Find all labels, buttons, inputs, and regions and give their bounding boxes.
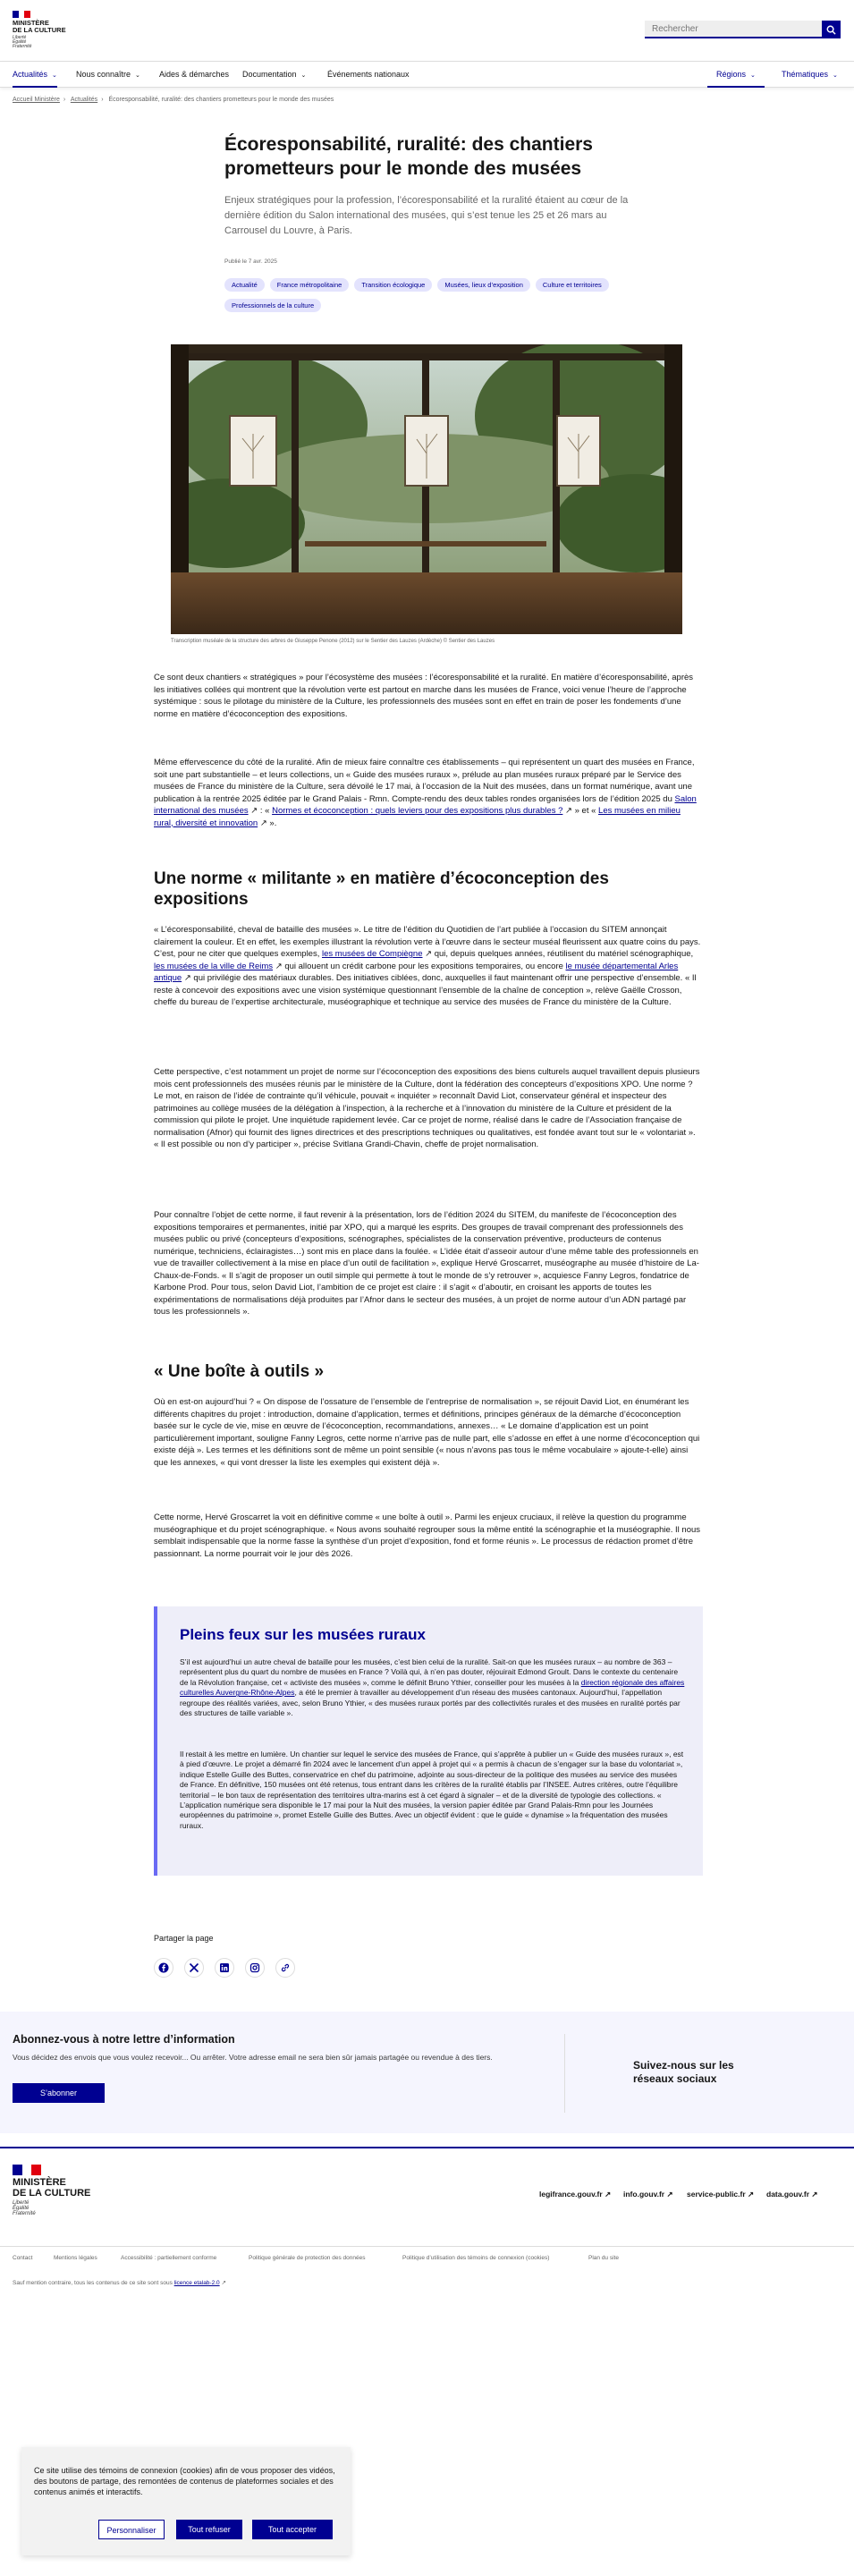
license-text: Sauf mention contraire, tous les contenus de ce site sont sous (13, 2280, 173, 2286)
article-image (171, 344, 682, 634)
nav-item-regions[interactable] (707, 62, 765, 88)
newsletter-title: Abonnez-vous à notre lettre d’information (13, 2033, 235, 2046)
site-footer (0, 2147, 854, 2246)
footer-bottom-link[interactable]: Politique générale de protection des données (249, 2255, 366, 2261)
article-paragraph (154, 757, 701, 829)
publication-date: Publié le 7 avr. 2025 (224, 258, 277, 265)
motto-line: Fraternité (13, 44, 32, 49)
footer-bottom-link[interactable]: Mentions légales (54, 2255, 97, 2261)
tag[interactable]: Actualité (224, 278, 265, 292)
callout-title: Pleins feux sur les musées ruraux (180, 1626, 426, 1643)
nav-label: Actualités (13, 70, 48, 79)
paragraph-text: qui, depuis quelques années, réutilisent du matériel scénographique, (434, 949, 694, 959)
external-link-icon: ↗ (259, 818, 267, 828)
article-lead: Enjeux stratégiques pour la profession, l’écoresponsabilité et la ruralité étaient au cœur de la dernière édition du Salon international des musées, qui s’est tenue les 25 et 26 mars au Carrousel du Louvre, à Paris. (224, 195, 629, 236)
republic-flag-icon (13, 2165, 41, 2175)
nav-label: Documentation (242, 70, 297, 79)
nav-label: Régions (716, 70, 747, 79)
nav-item-thematiques[interactable] (773, 62, 847, 88)
footer-link-service-public[interactable] (687, 2190, 754, 2199)
gallery-photo (171, 344, 682, 634)
external-link-icon: ↗ (275, 961, 283, 971)
external-link-icon: ↗ (811, 2190, 818, 2199)
divider (564, 2034, 565, 2113)
callout-paragraph (180, 1657, 686, 1718)
breadcrumb-link[interactable]: Accueil Ministère (13, 97, 60, 103)
cookie-text: Ce site utilise des témoins de connexion (cookies) afin de vous proposer des vidéos, des boutons de partage, des remontées de contenus de plateformes sociales et des contenus animés et interactifs. (34, 2466, 335, 2496)
instagram-icon (249, 1962, 260, 1973)
ministry-logo[interactable] (13, 20, 75, 34)
paragraph-text: Même effervescence du côté de la ruralité. Afin de mieux faire connaître ces établissements – qui représentent un quart des musées en France, soit une part substantielle – et leurs collections, un « Guide des musées ruraux », prélude au plan musées ruraux préparé par le Service des musées de France du ministère de la Culture, sera dévoilé le 17 mai, à l’occasion de la Nuit des musées, dans un format numérique, avant une publication à la rentrée 2025 éditée par le Grand Palais - Rmn. Compte-rendu des deux tables rondes organisées lors de l’édition 2025 du (154, 758, 695, 804)
logo-line-1: MINISTÈRE (13, 2177, 66, 2188)
callout-paragraph: Il restait à les mettre en lumière. Un chantier sur lequel le service des musées de France, qui s’apprête à publier un « Guide des musées ruraux », est à pied d’œuvre. Le projet a démarré fin 2024 avec le lancement d’un appel à projet qui « a permis à chacun de s’engager sur la base du volontariat », indique Estelle Guille des Buttes, conservatrice en chef du patrimoine, adjointe au sous-directeur de la politique des musées au service des musées de France. En définitive, 150 musées ont été retenus, tous entrant dans les critères de la ruralité établis par l’INSEE. Autres critères, outre l’équilibre territorial – le bon taux de représentation des territoires ultra-marins est à cet égard à signaler – et de la diversité de typologie des collections. « L’application numérique sera disponible le 17 mai pour la Nuit des musées, la version papier éditée par Grand Palais-Rmn pour les Journées européennes du patrimoine », promet Estelle Guille des Buttes. Avec un objectif évident : que le guide « dynamise » la fréquentation des musées ruraux. (180, 1750, 684, 1830)
linkedin-icon (219, 1962, 230, 1973)
nav-label: Nous connaître (76, 70, 131, 79)
x-twitter-icon (189, 1962, 199, 1973)
article-paragraph: Ce sont deux chantiers « stratégiques » pour l’écosystème des musées : l’écoresponsabilité et la ruralité. En matière d’écoresponsabilité, après les initiatives collées qui montrent que la révolution verte est partout en marche dans les musées de France, voici venue l’heure de l’approche systémique : sous le pilotage du ministère de la Culture, les professionnels des musées sont en effet en train de poser les fondements d’une norme en matière d’écoconception des expositions. (154, 673, 694, 719)
section-heading: Une norme « militante » en matière d’écoconception des expositions (154, 869, 609, 909)
chevron-down-icon: ⌄ (833, 72, 838, 79)
copy-link-button[interactable] (275, 1958, 295, 1978)
logo-line-2: DE LA CULTURE (13, 2188, 91, 2199)
footer-link-data-gouv[interactable] (766, 2190, 818, 2199)
external-link-icon: ↗ (250, 806, 258, 816)
paragraph-text: qui privilégie des matériaux durables. Des initiatives ciblées, donc, auxquelles il faut maintenant offrir une perspective d’ensemble. « Il reste à concevoir des expositions avec une vision systémique questionnant l’ensemble de la chaîne de conception », relève Gaëlle Crosson, cheffe du bureau de l’expertise architecturale, muséographique et technique au service des musées de France du ministère de la Culture. (154, 973, 697, 1007)
motto-line: Fraternité (13, 2211, 36, 2216)
accept-cookies-button[interactable]: Tout accepter (252, 2520, 333, 2539)
share-instagram-button[interactable] (245, 1958, 265, 1978)
customize-cookies-button[interactable]: Personnaliser (98, 2520, 165, 2539)
tag[interactable]: Transition écologique (354, 278, 432, 292)
chevron-down-icon: ⌄ (135, 72, 140, 79)
callout-box (154, 1606, 703, 1876)
drac-link[interactable]: direction régionale des affaires culturelles Auvergne-Rhône-Alpes (180, 1677, 685, 1698)
compiegne-link[interactable]: les musées de Compiègne (322, 949, 423, 959)
nav-item-aides-demarches[interactable] (159, 62, 229, 88)
breadcrumb (13, 97, 337, 103)
callout-accent-bar (154, 1606, 157, 1876)
paragraph-text: « L’écoresponsabilité, cheval de bataille des musées ». Le titre de l’édition du Quotidien de l’art publiée à l’occasion du SITEM annonçait clairement la couleur. Et en effet, les exemples illustrant la révolution verte à l’œuvre dans le secteur muséal fleurissent aux quatre coins du pays. C’est, pour ne citer que quelques exemples, (154, 925, 701, 959)
nav-item-documentation[interactable] (242, 62, 306, 88)
republic-motto (13, 2200, 36, 2216)
external-link-icon: ↗ (425, 949, 433, 959)
refuse-cookies-button[interactable]: Tout refuser (176, 2520, 242, 2539)
paragraph-text: qui allouent un crédit carbone pour les expositions temporaires, ou encore (284, 961, 563, 971)
paragraph-text: , a été le premier à travailler au développement d’un réseau des musées cantonaux. Aujourd’hui, l’appellation regroupe des réalités variées, avec, selon Bruno Ythier, « des musées ruraux portés par des collectivités rurales et des musées en ruralité portés par des structures de taille variable ». (180, 1688, 681, 1718)
share-facebook-button[interactable] (154, 1958, 173, 1978)
cookie-banner (21, 2447, 351, 2555)
social-title: Suivez-nous sur les réseaux sociaux (633, 2059, 734, 2085)
external-link-icon: ↗ (183, 973, 191, 983)
main-navigation (0, 61, 854, 88)
share-label: Partager la page (154, 1934, 214, 1943)
breadcrumb-link[interactable]: Actualités (70, 97, 98, 103)
reims-link[interactable]: les musées de la ville de Reims (154, 961, 274, 971)
external-link-icon: ↗ (748, 2190, 755, 2199)
footer-bottom-links (0, 2246, 854, 2269)
footer-link-legifrance[interactable] (539, 2190, 611, 2199)
share-x-button[interactable] (184, 1958, 204, 1978)
article-paragraph (154, 924, 701, 1009)
footer-bottom-link[interactable]: Accessibilité : partiellement conforme (121, 2255, 217, 2261)
arles-link[interactable]: le musée départemental Arles antique (154, 961, 679, 983)
license-notice (13, 2279, 226, 2286)
footer-link-label: data.gouv.fr (766, 2190, 810, 2199)
footer-link-label: info.gouv.fr (623, 2190, 665, 2199)
footer-link-info-gouv[interactable] (623, 2190, 673, 2199)
external-link-icon: ↗ (605, 2190, 612, 2199)
musees-ruraux-link[interactable]: Les musées en milieu rural, diversité et innovation (154, 806, 681, 828)
paragraph-text: ». (269, 818, 277, 828)
footer-bottom-link[interactable]: Plan du site (588, 2255, 619, 2261)
republic-motto (13, 36, 31, 49)
tag[interactable]: France métropolitaine (270, 278, 350, 292)
tag[interactable]: Musées, lieux d’exposition (437, 278, 530, 292)
breadcrumb-separator-icon: › (63, 97, 66, 103)
article-paragraph: Cette perspective, c’est notamment un projet de norme sur l’écoconception des expositions des biens culturels auquel travaillent depuis plusieurs mois cent professionnels des musées réunis par le ministère de la Culture, dont la fédération des concepteurs d’expositions XPO. Une norme ? Le mot, en raison de l’idée de contrainte qu’il véhicule, pouvait « inquiéter » reconnaît David Liot, conservateur général et inspecteur des patrimoines au collège musées de la délégation à l’inspection, à la recherche et à l’innovation du ministère de la Culture et président de la commission qui pilote le projet. Une inquiétude rapidement levée. Car ce projet de norme, réalisé dans le cadre de l’Association française de normalisation (Afnor) qui fournit des lignes directrices et des prescriptions techniques ou qualitatives, est fondée avant tout sur le « volontariat ». « Il est possible ou non d’y participer », précise Svitlana Grandi-Chavin, cheffe de projet normalisation. (154, 1067, 700, 1149)
motto-line: Liberté (13, 35, 27, 40)
article-paragraph: Pour connaître l’objet de cette norme, il faut revenir à la présentation, lors de l’édition 2024 du SITEM, du manifeste de l’écoconception des expositions temporaires et permanentes, initié par XPO, qui a marqué les esprits. Des groupes de travail comprenant des professionnels des musées public ou privé (concepteurs d’expositions, scénographes, spécialistes de la conservation préventive, producteurs de contenus numérique, techniciens, éclairagistes…) sont mis en place dans la foulée. « L’idée était d’asseoir autour d’une même table des professionnels en vue de travailler collectivement à la mise en place d’un outil de facilitation », explique Hervé Groscarret, muséographe au musée d’histoire de La-Chaux-de-Fonds. « Il s’agit de proposer un outil simple qui permette à tout le monde de s’y retrouver », acquiesce Fanny Legros, fondatrice de Karbone Prod. Pour tous, selon David Liot, l’ambition de ce projet est claire : il s’agit « d’aboutir, en croisant les apports de toutes les expérimentations de normalisations déjà produites par l’Afnor dans le secteur des musées, à un projet de norme autour d’un ADN partagé par tous les professionnels ». (154, 1210, 699, 1317)
nav-item-actualites[interactable] (13, 62, 57, 88)
chevron-down-icon: ⌄ (750, 72, 756, 79)
site-header (0, 0, 854, 61)
copy-link-icon (280, 1962, 291, 1973)
footer-bottom-link[interactable]: Contact (13, 2255, 33, 2261)
logo-line-1: MINISTÈRE (13, 19, 49, 27)
newsletter-section (0, 2012, 854, 2133)
image-caption: Transcription muséale de la structure des arbres de Giuseppe Penone (2012) sur le Sentier des Lauzes (Ardèche) © Sentier des Lauzes (171, 639, 495, 644)
footer-link-label: legifrance.gouv.fr (539, 2190, 603, 2199)
footer-bottom-link[interactable]: Politique d’utilisation des témoins de connexion (cookies) (402, 2255, 550, 2261)
breadcrumb-separator-icon: › (101, 97, 104, 103)
chevron-down-icon: ⌄ (52, 72, 57, 79)
republic-flag-icon (13, 11, 30, 18)
nav-label: Aides & démarches (159, 70, 230, 79)
normes-link[interactable]: Normes et écoconception : quels leviers pour des expositions plus durables ? (272, 806, 563, 816)
chevron-down-icon: ⌄ (300, 72, 307, 79)
article-paragraph: Où en est-on aujourd’hui ? « On dispose de l’ossature de l’ensemble de l’entreprise de normalisation », se réjouit David Liot, en énumérant les différents chapitres du projet : introduction, domaine d’application, termes et définitions, principes généraux de la démarche d’écoconception basée sur le cycle de vie, mise en œuvre de l’écoconception, recommandations, annexes… « Le domaine d’application est un point particulièrement important, souligne Fanny Legros, cette norme n’arrive pas de nulle part, elle s’adosse en effet à une norme d’écoconception qui existe déjà ». Les termes et les définitions sont de même un point sensible (« nous n’avons pas tous le même vocabulaire » ajoute-t-elle) ainsi que les annexes, « qui vont dresser la liste les exemples qui existent déjà ». (154, 1397, 700, 1468)
share-icons (154, 1958, 295, 1978)
article-paragraph: Cette norme, Hervé Groscarret la voit en définitive comme « une boîte à outil ». Parmi les enjeux cruciaux, il relève la question du programme muséographique et du projet scénographique. « Nous avons souhaité regrouper sous la même entité la scénographie et la muséographie. Il nous semblait indispensable que la norme fasse la synthèse d’un projet d’exposition, fond et forme réunis ». Le processus de rédaction promet d’être passionnant. La norme pourrait voir le jour dès 2026. (154, 1513, 701, 1559)
search-input[interactable] (645, 21, 822, 38)
salon-link[interactable]: Salon international des musées (154, 793, 697, 816)
tag[interactable]: Professionnels de la culture (224, 299, 321, 312)
external-link-icon: ↗ (221, 2280, 226, 2286)
motto-line: Liberté (13, 2200, 30, 2206)
paragraph-text: : « (259, 806, 270, 816)
facebook-icon (158, 1962, 169, 1973)
motto-line: Égalité (13, 39, 27, 45)
nav-label: Événements nationaux (327, 70, 410, 79)
share-linkedin-button[interactable] (215, 1958, 234, 1978)
tag[interactable]: Culture et territoires (536, 278, 609, 292)
search-icon (826, 25, 836, 35)
tag-list (224, 278, 609, 312)
license-link[interactable]: licence etalab-2.0 (173, 2280, 220, 2286)
footer-link-label: service-public.fr (687, 2190, 746, 2199)
breadcrumb-current: Écoresponsabilité, ruralité: des chantiers prometteurs pour le monde des musées (108, 97, 334, 103)
section-heading: « Une boîte à outils » (154, 1362, 325, 1381)
page-title: Écoresponsabilité, ruralité: des chantiers prometteurs pour le monde des musées (224, 134, 593, 179)
logo-line-2: DE LA CULTURE (13, 26, 66, 34)
paragraph-text: S’il est aujourd’hui un autre cheval de bataille pour les musées, c’est bien celui de la ruralité. Sait-on que les musées ruraux – au nombre de 363 – représentent plus du quart du nombre de musées en France ? Voilà qui, à n’en pas douter, réjouirait Edmond Groult. Dans le contexte du centenaire de la Révolution française, cet « activiste des musées », comme le définit Bruno Ythier, conseiller pour les musées à la (180, 1657, 679, 1687)
external-link-icon: ↗ (565, 806, 572, 816)
search-button[interactable] (822, 21, 841, 38)
footer-logo[interactable] (13, 2177, 90, 2199)
nav-item-nous-connaitre[interactable] (76, 62, 140, 88)
external-link-icon: ↗ (666, 2190, 673, 2199)
nav-item-evenements[interactable] (327, 62, 410, 88)
motto-line: Égalité (13, 2206, 30, 2211)
subscribe-button[interactable]: S’abonner (13, 2083, 105, 2103)
nav-label: Thématiques (782, 70, 829, 79)
paragraph-text: » et « (574, 806, 596, 816)
newsletter-text: Vous décidez des envois que vous voulez recevoir... Ou arrêter. Votre adresse email ne sera bien sûr jamais partagée ou revendue à des tiers. (13, 2053, 493, 2062)
